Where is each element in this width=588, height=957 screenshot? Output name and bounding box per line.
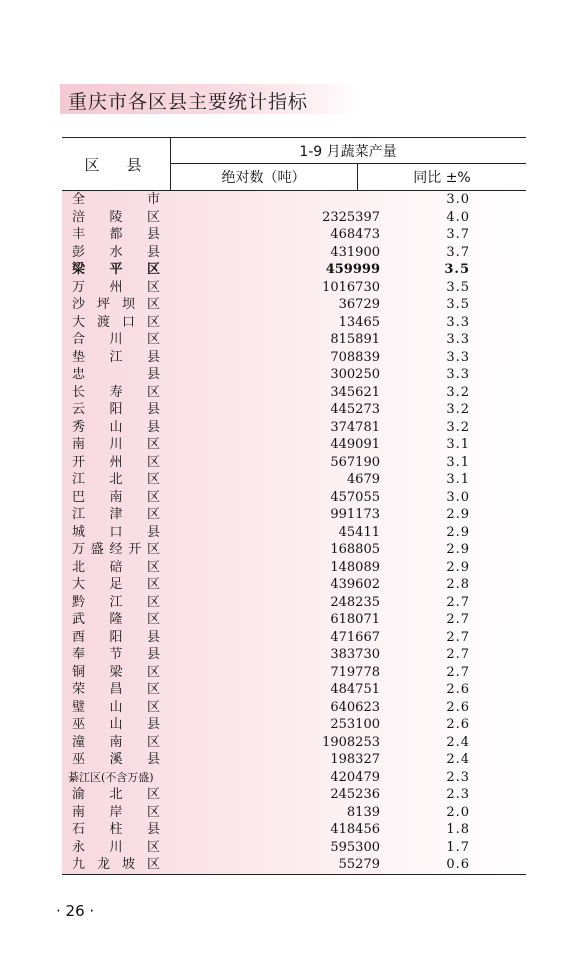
absolute-value: 484751	[330, 682, 380, 697]
yoy-value: 2.3	[446, 769, 470, 785]
region-name-char: 酉	[72, 629, 86, 645]
region-name	[72, 629, 160, 647]
region-name-char: 合	[72, 332, 86, 347]
region-name-char: 铜	[72, 664, 86, 680]
region-name-char: 区	[146, 612, 160, 627]
region-name	[68, 769, 168, 787]
region-name-char: 区	[146, 297, 160, 312]
region-name-char: 区	[146, 839, 160, 855]
region-name-char: 川	[109, 332, 123, 347]
region-name-char: 县	[146, 402, 160, 417]
region-name	[72, 471, 160, 489]
absolute-value: 618071	[330, 612, 380, 627]
yoy-value: 2.7	[446, 647, 470, 662]
region-name-char: 区	[146, 507, 160, 522]
region-name-char: 节	[109, 647, 123, 662]
region-name-char: 垫	[72, 349, 86, 365]
table-row	[62, 611, 526, 629]
yoy-value: 2.7	[446, 612, 470, 627]
region-name	[72, 804, 160, 822]
table-row	[62, 856, 526, 874]
table-row	[62, 384, 526, 402]
region-name	[72, 191, 160, 209]
region-name-char: 山	[109, 699, 123, 715]
absolute-value: 4679	[346, 472, 380, 487]
region-name-char: 北	[72, 559, 86, 575]
region-name-char: 区	[146, 542, 160, 557]
table-row	[62, 191, 526, 209]
absolute-value: 245236	[330, 787, 380, 802]
page-number: · 26 ·	[56, 902, 95, 920]
yoy-value: 4.0	[446, 209, 470, 225]
yoy-value: 0.6	[446, 857, 470, 872]
region-name-char: 沙	[72, 297, 86, 312]
region-name	[72, 401, 160, 419]
yoy-value: 3.7	[446, 227, 470, 242]
region-name-char: 坝	[121, 297, 135, 312]
region-name-char: 丰	[72, 227, 86, 242]
region-name-char: 渝	[72, 787, 86, 802]
region-name-char: 区	[146, 699, 160, 715]
region-name-char: 荣	[72, 682, 86, 697]
region-name-char: 区	[146, 209, 160, 225]
absolute-value: 567190	[330, 454, 380, 470]
region-name-char: 州	[109, 454, 123, 470]
region-name-char: 县	[146, 524, 160, 540]
table-row	[62, 454, 526, 472]
yoy-value: 2.7	[446, 664, 470, 680]
region-name-char: 江	[109, 594, 123, 610]
region-name-char: 区	[146, 594, 160, 610]
region-name-char: 都	[109, 227, 123, 242]
yoy-value: 3.7	[446, 244, 470, 260]
absolute-value: 253100	[330, 717, 380, 732]
region-name-char: 县	[146, 349, 160, 365]
yoy-value: 3.1	[446, 437, 470, 452]
region-name-char: 区	[146, 787, 160, 802]
region-name	[72, 244, 160, 262]
yoy-value: 3.5	[444, 262, 470, 277]
table-row	[62, 541, 526, 559]
yoy-value: 3.5	[446, 279, 470, 295]
region-name-char: 区	[146, 314, 160, 330]
region-name-char: 大	[72, 577, 86, 592]
region-name-char: 口	[121, 314, 135, 330]
table-row	[62, 489, 526, 507]
table-row	[62, 401, 526, 419]
region-name-char: 阳	[109, 629, 123, 645]
region-name-char: 区	[146, 332, 160, 347]
absolute-value: 595300	[330, 839, 380, 855]
table-row	[62, 209, 526, 227]
region-name-char: 巫	[72, 717, 86, 732]
yoy-value: 2.6	[446, 717, 470, 732]
absolute-value: 640623	[330, 699, 380, 715]
absolute-value: 1016730	[322, 279, 380, 295]
yoy-value: 2.0	[446, 804, 470, 820]
region-name-char: 坡	[121, 857, 135, 872]
region-name-char: 区	[146, 454, 160, 470]
absolute-value: 815891	[330, 332, 380, 347]
absolute-value: 431900	[330, 244, 380, 260]
region-name	[72, 786, 160, 804]
region-name-char: 奉	[72, 647, 86, 662]
region-name	[72, 576, 160, 594]
region-name-char: 区	[146, 734, 160, 750]
region-name	[72, 611, 160, 629]
region-name-char: 区	[146, 489, 160, 505]
region-name-char: 津	[109, 507, 123, 522]
absolute-value: 449091	[330, 437, 380, 452]
region-name-char: 南	[109, 734, 123, 750]
region-name	[72, 524, 160, 542]
region-name-char: 区	[146, 559, 160, 575]
absolute-value: 420479	[330, 769, 380, 785]
region-name	[72, 314, 160, 332]
region-name-char: 开	[72, 454, 86, 470]
table-row	[62, 821, 526, 839]
table-row	[62, 314, 526, 332]
region-name-char: 陵	[109, 209, 123, 225]
absolute-value: 445273	[330, 402, 380, 417]
absolute-value: 45411	[338, 524, 380, 540]
yoy-value: 3.1	[446, 454, 470, 470]
table-row	[62, 559, 526, 577]
region-name-char: 梁	[72, 262, 86, 277]
region-name	[72, 419, 160, 437]
table-row	[62, 629, 526, 647]
region-name	[72, 594, 160, 612]
region-name-char: 万	[72, 279, 86, 295]
region-name-char: 县	[146, 717, 160, 732]
table-row	[62, 436, 526, 454]
yoy-value: 2.9	[446, 507, 470, 522]
absolute-value: 708839	[330, 349, 380, 365]
region-name-char: 川	[109, 437, 123, 452]
region-name-char: 渡	[96, 314, 110, 330]
region-name-char: 城	[72, 524, 86, 540]
region-name-char: 区	[146, 857, 160, 872]
header-yoy: 同比 ±%	[413, 170, 471, 186]
region-name	[72, 856, 160, 874]
table-row	[62, 681, 526, 699]
table-row	[62, 716, 526, 734]
absolute-value: 2325397	[322, 209, 380, 225]
region-name-char: 区	[146, 682, 160, 697]
table-row	[62, 751, 526, 769]
region-name-char: 盛	[90, 542, 104, 557]
region-name	[72, 384, 160, 402]
absolute-value: 374781	[330, 419, 380, 435]
region-name	[72, 489, 160, 507]
region-name-char: 全	[72, 192, 86, 207]
absolute-value: 383730	[330, 647, 380, 662]
region-name-char: 坪	[96, 297, 110, 312]
region-name	[72, 559, 160, 577]
region-name-char: 北	[109, 472, 123, 487]
region-name-char: 大	[72, 314, 86, 330]
region-name-char: 南	[72, 437, 86, 452]
region-name-char: 南	[72, 804, 86, 820]
region-name	[72, 716, 160, 734]
region-name	[72, 734, 160, 752]
region-name-char: 川	[109, 839, 123, 855]
region-name-char: 市	[146, 192, 160, 207]
region-name-char: 县	[146, 629, 160, 645]
region-name-char: 区	[146, 437, 160, 452]
yoy-value: 2.4	[446, 752, 470, 767]
yoy-value: 3.0	[446, 192, 470, 207]
region-name-char: 口	[109, 524, 123, 540]
page-title: 重庆市各区县主要统计指标	[68, 91, 309, 113]
region-name-char: 区	[146, 279, 160, 295]
table-row	[62, 839, 526, 857]
absolute-value: 471667	[330, 629, 380, 645]
table-row	[62, 471, 526, 489]
region-name-char: 长	[72, 384, 86, 400]
region-name-char: 秀	[72, 419, 86, 435]
absolute-value: 248235	[330, 594, 380, 610]
region-name-char: 南	[109, 489, 123, 505]
absolute-value: 148089	[330, 559, 380, 575]
table-row	[62, 244, 526, 262]
absolute-value: 719778	[330, 664, 380, 680]
table-row	[62, 699, 526, 717]
region-name-char: 石	[72, 822, 86, 837]
absolute-value: 198327	[330, 752, 380, 767]
region-name	[72, 296, 160, 314]
region-name-char: 溪	[109, 752, 123, 767]
absolute-value: 459999	[325, 262, 380, 277]
absolute-value: 457055	[330, 489, 380, 505]
region-name-char: 龙	[96, 857, 110, 872]
yoy-value: 2.3	[446, 787, 470, 802]
yoy-value: 3.5	[446, 297, 470, 312]
table-row	[62, 366, 526, 384]
region-name	[72, 664, 160, 682]
table-row	[62, 506, 526, 524]
table-header	[62, 137, 526, 191]
absolute-value: 36729	[338, 297, 380, 312]
table-row	[62, 524, 526, 542]
region-name-char: 县	[146, 647, 160, 662]
region-name-char: 开	[128, 542, 142, 557]
region-name-char: 柱	[109, 822, 123, 837]
region-name-char: 彭	[72, 244, 86, 260]
region-name-char: 潼	[72, 734, 86, 750]
table-row	[62, 734, 526, 752]
region-name	[72, 681, 160, 699]
table-body	[62, 191, 526, 875]
region-name-char: 区	[146, 472, 160, 487]
region-name-char: 九	[72, 857, 86, 872]
yoy-value: 3.2	[446, 402, 470, 417]
table-row	[62, 349, 526, 367]
region-name-char: 区	[146, 262, 160, 277]
region-name-char: 寿	[109, 384, 123, 400]
absolute-value: 168805	[330, 542, 380, 557]
region-name-char: 巴	[72, 489, 86, 505]
region-name-char: 县	[146, 822, 160, 837]
region-name	[72, 839, 160, 857]
yoy-value: 2.4	[446, 734, 470, 750]
region-name	[72, 699, 160, 717]
region-name-char: 江	[72, 507, 86, 522]
region-name	[72, 751, 160, 769]
yoy-value: 2.6	[446, 699, 470, 715]
region-name-char: 梁	[109, 664, 123, 680]
yoy-value: 2.7	[446, 629, 470, 645]
statistics-table	[62, 137, 526, 875]
region-name-char: 碚	[109, 559, 123, 575]
header-vegetable-output: 1-9 月蔬菜产量	[170, 138, 526, 164]
table-row	[62, 786, 526, 804]
region-name	[72, 226, 160, 244]
absolute-value: 13465	[338, 314, 380, 330]
absolute-value: 418456	[330, 822, 380, 837]
region-name	[72, 454, 160, 472]
table-row	[62, 576, 526, 594]
region-name-char: 山	[109, 419, 123, 435]
absolute-value: 300250	[330, 367, 380, 382]
absolute-value: 55279	[338, 857, 380, 872]
header-region: 区 县	[62, 138, 171, 190]
region-name-char: 区	[146, 384, 160, 400]
yoy-value: 2.9	[446, 524, 470, 540]
yoy-value: 2.6	[446, 682, 470, 697]
region-name-char: 巫	[72, 752, 86, 767]
region-name-char: 隆	[109, 612, 123, 627]
yoy-value: 2.7	[446, 594, 470, 610]
table-row	[62, 419, 526, 437]
region-name	[72, 261, 160, 279]
table-row	[62, 261, 526, 279]
title-banner	[60, 84, 360, 114]
region-name-char: 水	[109, 244, 123, 260]
region-name	[72, 209, 160, 227]
region-name	[72, 506, 160, 524]
table-row	[62, 769, 526, 787]
region-name-char: 万	[72, 542, 86, 557]
yoy-value: 1.7	[446, 839, 470, 855]
region-name	[72, 349, 160, 367]
region-name-char: 江	[109, 349, 123, 365]
region-name	[72, 646, 160, 664]
absolute-value: 345621	[330, 384, 380, 400]
region-name-char: 黔	[72, 594, 86, 610]
region-name-char: 州	[109, 279, 123, 295]
table-row	[62, 804, 526, 822]
region-name-char: 县	[146, 419, 160, 435]
table-row	[62, 594, 526, 612]
table-row	[62, 331, 526, 349]
yoy-value: 2.8	[446, 577, 470, 592]
region-name-char: 江	[72, 472, 86, 487]
region-name	[72, 279, 160, 297]
region-name-char: 县	[146, 752, 160, 767]
region-name-char: 昌	[109, 682, 123, 697]
region-name-char: 足	[109, 577, 123, 592]
header-absolute: 绝对数（吨）	[170, 164, 358, 190]
absolute-value: 8139	[346, 804, 380, 820]
absolute-value: 468473	[330, 227, 380, 242]
region-name-char: 璧	[72, 699, 86, 715]
region-name-char: 平	[109, 262, 123, 277]
region-name-char: 经	[109, 542, 123, 557]
yoy-value: 3.3	[446, 367, 470, 382]
region-name-char: 区	[146, 804, 160, 820]
yoy-value: 2.9	[446, 559, 470, 575]
yoy-value: 3.2	[446, 419, 470, 435]
table-row	[62, 664, 526, 682]
table-row	[62, 296, 526, 314]
region-name-char: 岸	[109, 804, 123, 820]
region-name-char: 涪	[72, 209, 86, 225]
region-name-char: 区	[146, 664, 160, 680]
yoy-value: 3.1	[446, 472, 470, 487]
region-name-char: 永	[72, 839, 86, 855]
table-row	[62, 646, 526, 664]
region-name-char: 县	[146, 367, 160, 382]
region-name	[72, 436, 160, 454]
region-name	[72, 331, 160, 349]
yoy-value: 3.3	[446, 314, 470, 330]
region-name-char: 山	[109, 717, 123, 732]
yoy-value: 3.0	[446, 489, 470, 505]
table-row	[62, 226, 526, 244]
absolute-value: 439602	[330, 577, 380, 592]
region-name-char: 县	[146, 244, 160, 260]
region-name-char: 綦江区(不含万盛)	[68, 770, 154, 784]
yoy-value: 1.8	[446, 822, 470, 837]
region-name	[72, 821, 160, 839]
yoy-value: 3.2	[446, 384, 470, 400]
region-name-char: 北	[109, 787, 123, 802]
table-row	[62, 279, 526, 297]
region-name-char: 忠	[72, 367, 86, 382]
absolute-value: 991173	[330, 507, 380, 522]
region-name	[72, 366, 160, 384]
yoy-value: 3.3	[446, 332, 470, 347]
region-name-char: 阳	[109, 402, 123, 417]
region-name-char: 武	[72, 612, 86, 627]
absolute-value: 1908253	[322, 734, 380, 750]
yoy-value: 3.3	[446, 349, 470, 365]
region-name-char: 区	[146, 577, 160, 592]
region-name-char: 云	[72, 402, 86, 417]
region-name	[72, 541, 160, 559]
region-name-char: 县	[146, 227, 160, 242]
yoy-value: 2.9	[446, 542, 470, 557]
